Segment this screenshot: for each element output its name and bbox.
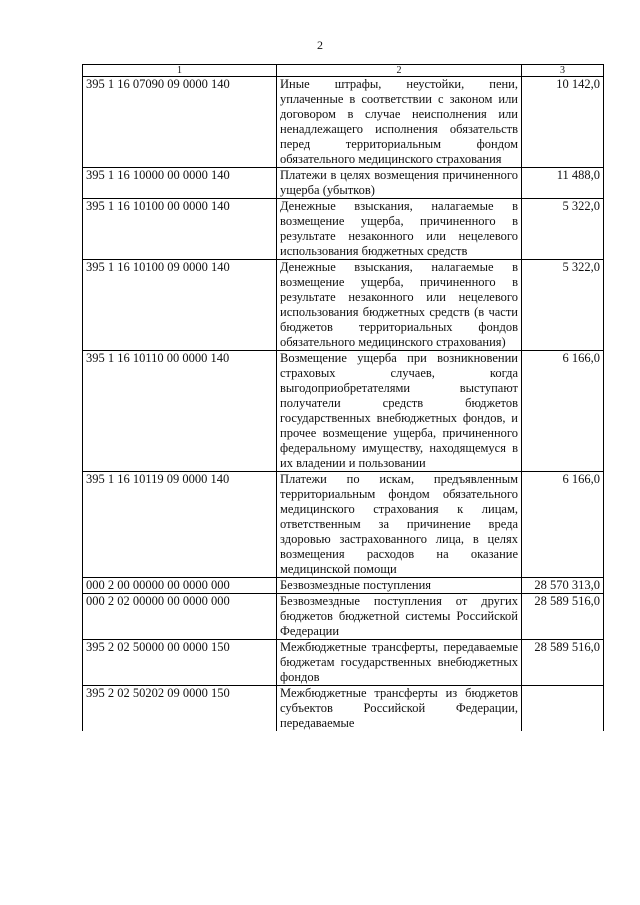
- revenue-name: Платежи по искам, предъявленным территориальным фондом обязательного медицинского страхования к лицам, ответственным за причинение вреда здоровью застрахованного лица, в целях возмещения расходов на оказание медицинской помощи: [277, 472, 522, 578]
- amount: 28 589 516,0: [522, 640, 604, 686]
- budget-code: 395 1 16 10100 09 0000 140: [83, 260, 277, 351]
- budget-code: 395 1 16 10000 00 0000 140: [83, 168, 277, 199]
- revenue-name: Денежные взыскания, налагаемые в возмещение ущерба, причиненного в результате незаконного или нецелевого использования бюджетных средств: [277, 199, 522, 260]
- budget-code: 395 2 02 50202 09 0000 150: [83, 686, 277, 732]
- revenue-name: Платежи в целях возмещения причиненного ущерба (убытков): [277, 168, 522, 199]
- amount: 28 570 313,0: [522, 578, 604, 594]
- column-header-2: 2: [277, 65, 522, 77]
- revenue-name: Возмещение ущерба при возникновении страховых случаев, когда выгодоприобретателями выступают получатели средств бюджетов государственных внебюджетных фондов, и прочее возмещение ущерба, причиненного федеральному имуществу, находящемуся в их владении и пользовании: [277, 351, 522, 472]
- table-row: [83, 578, 604, 594]
- page-number: 2: [317, 38, 323, 52]
- table-row: [83, 594, 604, 640]
- header-row: [83, 65, 604, 77]
- table-row: [83, 168, 604, 199]
- table-row: [83, 640, 604, 686]
- revenue-name: Безвозмездные поступления: [277, 578, 522, 594]
- table-header: [83, 65, 604, 77]
- table-row: [83, 77, 604, 168]
- table-row: [83, 472, 604, 578]
- revenue-name: Межбюджетные трансферты из бюджетов субъектов Российской Федерации, передаваемые: [277, 686, 522, 732]
- budget-code: 395 1 16 10119 09 0000 140: [83, 472, 277, 578]
- amount: 6 166,0: [522, 472, 604, 578]
- budget-code: 395 1 16 07090 09 0000 140: [83, 77, 277, 168]
- table-body: [83, 77, 604, 732]
- budget-code: 000 2 02 00000 00 0000 000: [83, 594, 277, 640]
- revenue-name: Иные штрафы, неустойки, пени, уплаченные в соответствии с законом или договором в случае неисполнения или ненадлежащего исполнения обязательств перед территориальным фондом обязательного медицинского страхования: [277, 77, 522, 168]
- revenue-name: Безвозмездные поступления от других бюджетов бюджетной системы Российской Федерации: [277, 594, 522, 640]
- amount: 5 322,0: [522, 199, 604, 260]
- revenue-name: Денежные взыскания, налагаемые в возмещение ущерба, причиненного в результате незаконного или нецелевого использования бюджетных средств (в части бюджетов территориальных фондов обязательного медицинского страхования): [277, 260, 522, 351]
- amount: 5 322,0: [522, 260, 604, 351]
- table-row: [83, 199, 604, 260]
- table-row: [83, 686, 604, 732]
- budget-code: 395 1 16 10100 00 0000 140: [83, 199, 277, 260]
- amount: 6 166,0: [522, 351, 604, 472]
- table-row: [83, 260, 604, 351]
- budget-table: [82, 64, 604, 731]
- table-row: [83, 351, 604, 472]
- revenue-name: Межбюджетные трансферты, передаваемые бюджетам государственных внебюджетных фондов: [277, 640, 522, 686]
- budget-code: 395 1 16 10110 00 0000 140: [83, 351, 277, 472]
- amount: 11 488,0: [522, 168, 604, 199]
- amount: 10 142,0: [522, 77, 604, 168]
- amount: [522, 686, 604, 732]
- budget-code: 395 2 02 50000 00 0000 150: [83, 640, 277, 686]
- column-header-3: 3: [522, 65, 604, 77]
- amount: 28 589 516,0: [522, 594, 604, 640]
- column-header-1: 1: [83, 65, 277, 77]
- budget-code: 000 2 00 00000 00 0000 000: [83, 578, 277, 594]
